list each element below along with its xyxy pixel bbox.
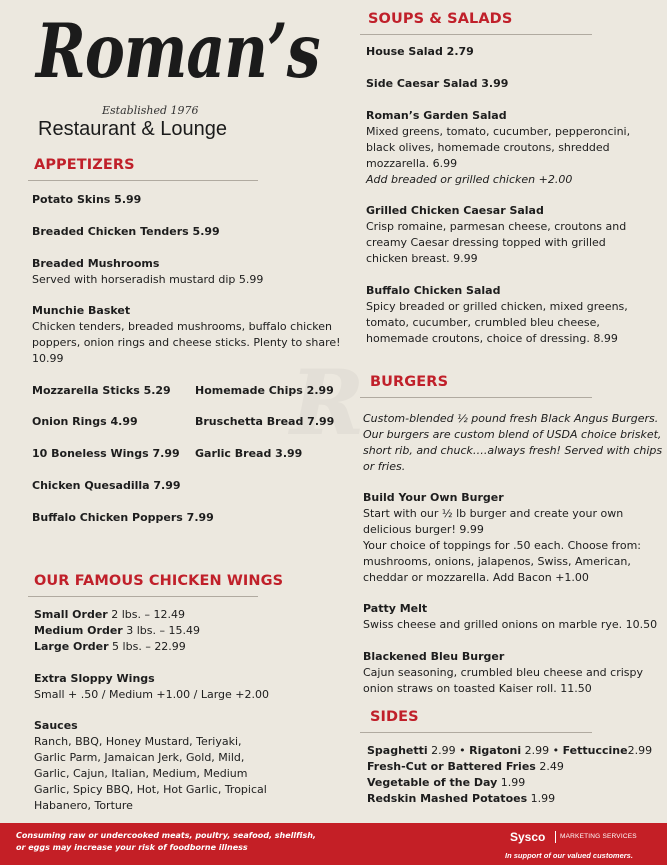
appetizers-divider bbox=[28, 180, 258, 181]
extra-sloppy-wings-name: Extra Sloppy Wings bbox=[34, 672, 155, 685]
buffalo-chicken-poppers-item: Buffalo Chicken Poppers 7.99 bbox=[32, 511, 214, 524]
background-watermark-logo bbox=[290, 350, 365, 456]
burgers-divider bbox=[360, 397, 592, 398]
sysco-separator bbox=[555, 831, 556, 843]
grilled-chicken-caesar-description-1: Crisp romaine, parmesan cheese, croutons and bbox=[366, 220, 627, 233]
homemade-chips-item: Homemade Chips 2.99 bbox=[195, 384, 334, 397]
mushrooms-description: Served with horseradish mustard dip 5.99 bbox=[32, 273, 264, 286]
patty-melt-name: Patty Melt bbox=[363, 602, 428, 615]
vegetable-name: Vegetable of the Day bbox=[367, 776, 498, 789]
extra-sloppy-wings-description: Small + .50 / Medium +1.00 / Large +2.00 bbox=[34, 688, 269, 701]
build-your-own-burger-description-2: delicious burger! 9.99 bbox=[363, 523, 484, 536]
bruschetta-bread-item: Bruschetta Bread 7.99 bbox=[195, 415, 335, 428]
buffalo-chicken-salad-description-2: tomato, cucumber, crumbled bleu cheese, bbox=[366, 316, 600, 329]
patty-melt-description: Swiss cheese and grilled onions on marble rye. 10.50 bbox=[363, 618, 658, 631]
fries-side bbox=[367, 759, 564, 775]
potatoes-name: Redskin Mashed Potatoes bbox=[367, 792, 528, 805]
food-safety-warning bbox=[16, 830, 316, 854]
rigatoni-name: Rigatoni bbox=[469, 744, 522, 757]
mozzarella-sticks-item: Mozzarella Sticks 5.29 bbox=[32, 384, 171, 397]
fettuccine-price: 2.99 bbox=[627, 744, 653, 757]
sysco-logo: Sysco bbox=[510, 830, 546, 844]
vegetable-price: 1.99 bbox=[497, 776, 526, 789]
sides-heading: SIDES bbox=[370, 709, 419, 725]
soups-salads-divider bbox=[360, 34, 592, 35]
blackened-bleu-burger-description-1: Cajun seasoning, crumbled bleu cheese and crispy bbox=[363, 666, 644, 679]
burgers-intro-2: Our burgers are custom blend of USDA choice brisket, bbox=[363, 428, 662, 441]
food-safety-warning-line-1: Consuming raw or undercooked meats, poultry, seafood, shellfish, bbox=[16, 831, 316, 840]
spaghetti-name: Spaghetti bbox=[367, 744, 428, 757]
wings-large-order bbox=[34, 639, 186, 655]
restaurant-logo bbox=[30, 8, 320, 143]
sysco-tagline: In support of our valued customers. bbox=[505, 851, 633, 860]
build-your-own-burger-description-1: Start with our ½ lb burger and create your own bbox=[363, 507, 624, 520]
buffalo-chicken-salad-description-3: homemade croutons, choice of dressing. 8.99 bbox=[366, 332, 618, 345]
potato-skins-item: Potato Skins 5.99 bbox=[32, 193, 142, 206]
side-caesar-item: Side Caesar Salad 3.99 bbox=[366, 77, 509, 90]
fries-name: Fresh-Cut or Battered Fries bbox=[367, 760, 536, 773]
wings-medium-order bbox=[34, 623, 200, 639]
sauces-line-4: Garlic, Spicy BBQ, Hot, Hot Garlic, Tropical bbox=[34, 783, 267, 796]
build-your-own-burger-description-3: Your choice of toppings for .50 each. Choose from: bbox=[363, 539, 641, 552]
wings-small-detail: 2 lbs. – 12.49 bbox=[107, 608, 185, 621]
chicken-tenders-item: Breaded Chicken Tenders 5.99 bbox=[32, 225, 220, 238]
garden-salad-addon: Add breaded or grilled chicken +2.00 bbox=[366, 173, 573, 186]
munchie-basket-description-2: poppers, onion rings and cheese sticks. Plenty to share! bbox=[32, 336, 341, 349]
chicken-quesadilla-item: Chicken Quesadilla 7.99 bbox=[32, 479, 181, 492]
garden-salad-description-3: mozzarella. 6.99 bbox=[366, 157, 458, 170]
sauces-line-5: Habanero, Torture bbox=[34, 799, 133, 812]
munchie-basket-price: 10.99 bbox=[32, 352, 64, 365]
sides-divider bbox=[360, 732, 592, 733]
burgers-heading: BURGERS bbox=[370, 374, 449, 390]
garden-salad-name: Roman’s Garden Salad bbox=[366, 109, 507, 122]
garden-salad-description-1: Mixed greens, tomato, cucumber, pepperoncini, bbox=[366, 125, 631, 138]
buffalo-chicken-salad-description-1: Spicy breaded or grilled chicken, mixed greens, bbox=[366, 300, 628, 313]
munchie-basket-description-1: Chicken tenders, breaded mushrooms, buffalo chicken bbox=[32, 320, 332, 333]
burgers-intro-3: short rib, and chuck….always fresh! Served with chips bbox=[363, 444, 663, 457]
fettuccine-name: Fettuccine bbox=[562, 744, 628, 757]
wings-large-detail: 5 lbs. – 22.99 bbox=[108, 640, 186, 653]
food-safety-warning-line-2: or eggs may increase your risk of foodborne illness bbox=[16, 843, 248, 852]
wings-small-order bbox=[34, 607, 185, 623]
grilled-chicken-caesar-description-2: creamy Caesar dressing topped with grilled bbox=[366, 236, 606, 249]
appetizers-heading: APPETIZERS bbox=[34, 157, 135, 173]
rigatoni-price: 2.99 • bbox=[521, 744, 563, 757]
munchie-basket-name: Munchie Basket bbox=[32, 304, 131, 317]
sauces-name: Sauces bbox=[34, 719, 78, 732]
fries-price: 2.49 bbox=[535, 760, 564, 773]
build-your-own-burger-description-4: mushrooms, onions, jalapenos, Swiss, American, bbox=[363, 555, 631, 568]
sauces-line-1: Ranch, BBQ, Honey Mustard, Teriyaki, bbox=[34, 735, 242, 748]
wings-heading: OUR FAMOUS CHICKEN WINGS bbox=[34, 573, 284, 589]
footer-bar bbox=[0, 823, 667, 865]
build-your-own-burger-name: Build Your Own Burger bbox=[363, 491, 504, 504]
spaghetti-price: 2.99 • bbox=[427, 744, 470, 757]
garden-salad-description-2: black olives, homemade croutons, shredded bbox=[366, 141, 610, 154]
potatoes-price: 1.99 bbox=[527, 792, 556, 805]
wings-divider bbox=[28, 596, 258, 597]
pasta-sides-line bbox=[367, 743, 652, 759]
build-your-own-burger-description-5: cheddar or mozzarella. Add Bacon +1.00 bbox=[363, 571, 589, 584]
boneless-wings-item: 10 Boneless Wings 7.99 bbox=[32, 447, 180, 460]
grilled-chicken-caesar-name: Grilled Chicken Caesar Salad bbox=[366, 204, 544, 217]
sysco-marketing-services: MARKETING SERVICES bbox=[560, 833, 637, 840]
sauces-line-3: Garlic, Cajun, Italian, Medium, Medium bbox=[34, 767, 248, 780]
blackened-bleu-burger-name: Blackened Bleu Burger bbox=[363, 650, 505, 663]
house-salad-item: House Salad 2.79 bbox=[366, 45, 474, 58]
potatoes-side bbox=[367, 791, 555, 807]
wings-medium-detail: 3 lbs. – 15.49 bbox=[122, 624, 200, 637]
logo-name: Roman’s bbox=[36, 8, 320, 96]
burgers-intro-4: or fries. bbox=[363, 460, 406, 473]
garlic-bread-item: Garlic Bread 3.99 bbox=[195, 447, 303, 460]
onion-rings-item: Onion Rings 4.99 bbox=[32, 415, 138, 428]
vegetable-side bbox=[367, 775, 525, 791]
grilled-chicken-caesar-description-3: chicken breast. 9.99 bbox=[366, 252, 478, 265]
mushrooms-name: Breaded Mushrooms bbox=[32, 257, 160, 270]
wings-small-label: Small Order bbox=[34, 608, 108, 621]
wings-medium-label: Medium Order bbox=[34, 624, 123, 637]
buffalo-chicken-salad-name: Buffalo Chicken Salad bbox=[366, 284, 501, 297]
logo-established: Established 1976 bbox=[102, 104, 199, 117]
blackened-bleu-burger-description-2: onion straws on toasted Kaiser roll. 11.50 bbox=[363, 682, 592, 695]
sauces-line-2: Garlic Parm, Jamaican Jerk, Gold, Mild, bbox=[34, 751, 245, 764]
burgers-intro-1: Custom-blended ½ pound fresh Black Angus Burgers. bbox=[363, 412, 659, 425]
soups-salads-heading: SOUPS & SALADS bbox=[368, 11, 513, 27]
wings-large-label: Large Order bbox=[34, 640, 109, 653]
logo-subtitle: Restaurant & Lounge bbox=[38, 118, 228, 140]
